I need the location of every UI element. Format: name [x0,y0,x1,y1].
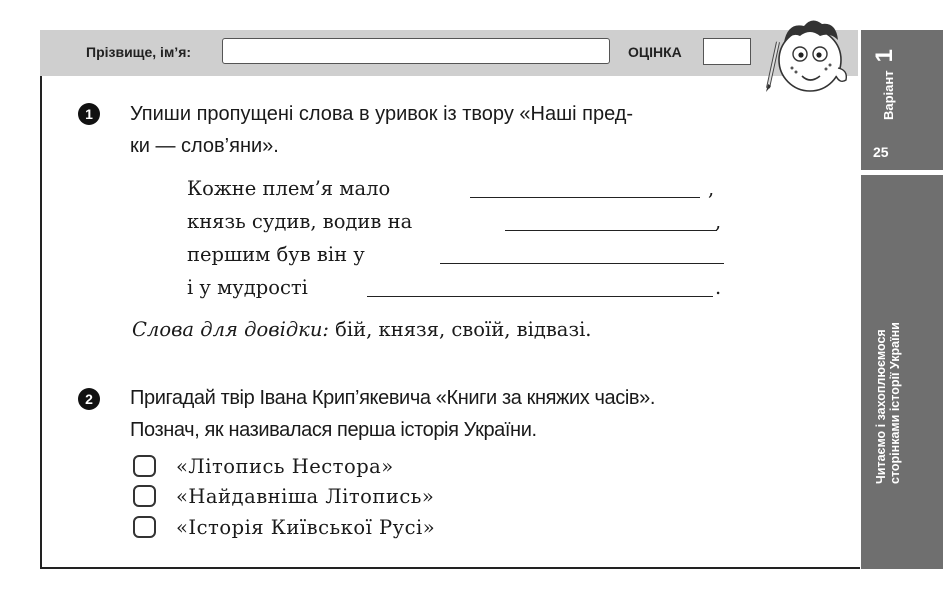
poem-line [187,238,412,271]
poem-line-text: князь судив, водив на [187,210,413,233]
answer-blank[interactable] [505,230,717,231]
poem-line-punct: , [708,177,715,200]
grade-label: ОЦІНКА [628,44,682,60]
poem-line-punct: . [715,276,722,299]
answer-option[interactable] [133,482,434,510]
grade-field[interactable] [703,38,751,65]
answer-option[interactable] [133,452,394,480]
reference-words-label: Слова для довідки: [132,318,329,341]
name-field[interactable] [222,38,610,64]
reference-words-list: бій, князя, своїй, відвазі. [328,318,592,341]
option-checkbox[interactable] [133,455,156,477]
name-label: Прізвище, ім’я: [86,44,192,60]
poem-line [187,172,715,205]
reference-words [132,318,592,341]
question-2-text [130,382,840,446]
poem-excerpt [187,172,722,304]
answer-blank[interactable] [367,296,713,297]
poem-line-text: Кожне плем’я мало [187,177,391,200]
section-title-line2: сторінками історії України [888,322,902,484]
option-label: «Літопись Нестора» [176,454,394,478]
section-title-line1: Читаємо і захоплюємося [874,329,888,484]
question-1-badge: 1 [78,103,100,125]
mascot-face-icon [760,14,852,96]
answer-blank[interactable] [470,197,700,198]
poem-line [187,271,722,304]
variant-label [870,10,896,120]
poem-line [187,205,722,238]
page-number: 25 [873,144,889,160]
question-2-line2: Познач, як називалася перша історія України. [130,419,537,441]
question-2-line1: Пригадай твір Івана Крип’якевича «Книги за княжих часів». [130,387,656,409]
question-2-badge: 2 [78,388,100,410]
question-1-line1: Упиши пропущені слова в уривок із твору «Наші пред- [130,103,634,125]
poem-line-text: першим був він у [187,243,365,266]
answer-option[interactable] [133,513,435,541]
section-title [874,254,902,484]
variant-number: 1 [871,49,898,63]
question-1-text [130,98,840,162]
answer-blank[interactable] [440,263,724,264]
option-label: «Найдавніша Літопись» [176,484,435,508]
option-checkbox[interactable] [133,516,156,538]
question-1-line2: ки — слов’яни». [130,135,279,157]
variant-text: Варіант [881,70,896,120]
option-checkbox[interactable] [133,485,156,507]
pencil-icon [766,42,778,92]
poem-line-text: і у мудрості [187,276,308,299]
option-label: «Історія Київської Русі» [176,515,436,539]
poem-line-punct: , [715,210,722,233]
